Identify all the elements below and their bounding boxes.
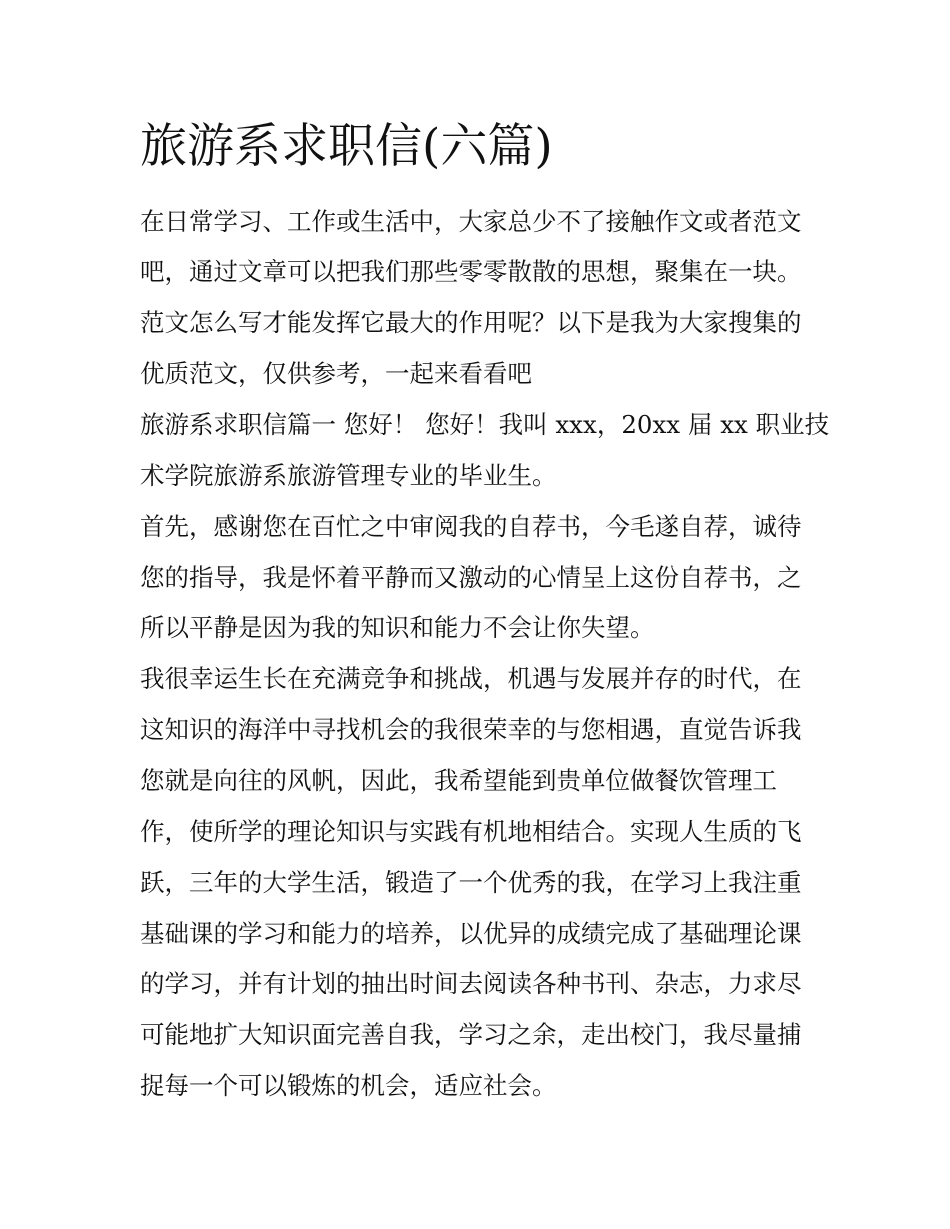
paragraph-line: 的学习，并有计划的抽出时间去阅读各种书刊、杂志，力求尽 [140,969,802,998]
paragraph-line: 可能地扩大知识面完善自我，学习之余，走出校门，我尽量捕 [140,1020,802,1049]
page-title: 旅游系求职信(六篇) [140,119,553,174]
paragraph-line: 基础课的学习和能力的培养，以优异的成绩完成了基础理论课 [140,919,802,948]
paragraph-line: 跃，三年的大学生活，锻造了一个优秀的我，在学习上我注重 [140,868,802,897]
paragraph-line: 您的指导，我是怀着平静而又激动的心情呈上这份自荐书，之 [140,563,802,592]
paragraph-line: 优质范文，仅供参考，一起来看看吧 [140,359,532,388]
paragraph-line: 在日常学习、工作或生活中，大家总少不了接触作文或者范文 [140,207,802,236]
paragraph-line: 吧，通过文章可以把我们那些零零散散的思想，聚集在一块。 [140,257,802,286]
paragraph-line: 范文怎么写才能发挥它最大的作用呢？以下是我为大家搜集的 [140,308,802,337]
paragraph-line: 您就是向往的风帆，因此，我希望能到贵单位做餐饮管理工 [140,766,777,795]
paragraph-line: 旅游系求职信篇一 您好！ 您好！我叫 xxx，20xx 届 xx 职业技 [140,410,830,439]
paragraph-line: 所以平静是因为我的知识和能力不会让你失望。 [140,613,655,642]
paragraph-line: 捉每一个可以锻炼的机会，适应社会。 [140,1071,557,1100]
paragraph-line: 作，使所学的理论知识与实践有机地相结合。实现人生质的飞 [140,817,802,846]
paragraph-line: 术学院旅游系旅游管理专业的毕业生。 [140,461,557,490]
paragraph-line: 我很幸运生长在充满竞争和挑战，机遇与发展并存的时代，在 [140,664,802,693]
paragraph-line: 这知识的海洋中寻找机会的我很荣幸的与您相遇，直觉告诉我 [140,715,802,744]
paragraph-line: 首先，感谢您在百忙之中审阅我的自荐书，今毛遂自荐，诚待 [140,512,802,541]
